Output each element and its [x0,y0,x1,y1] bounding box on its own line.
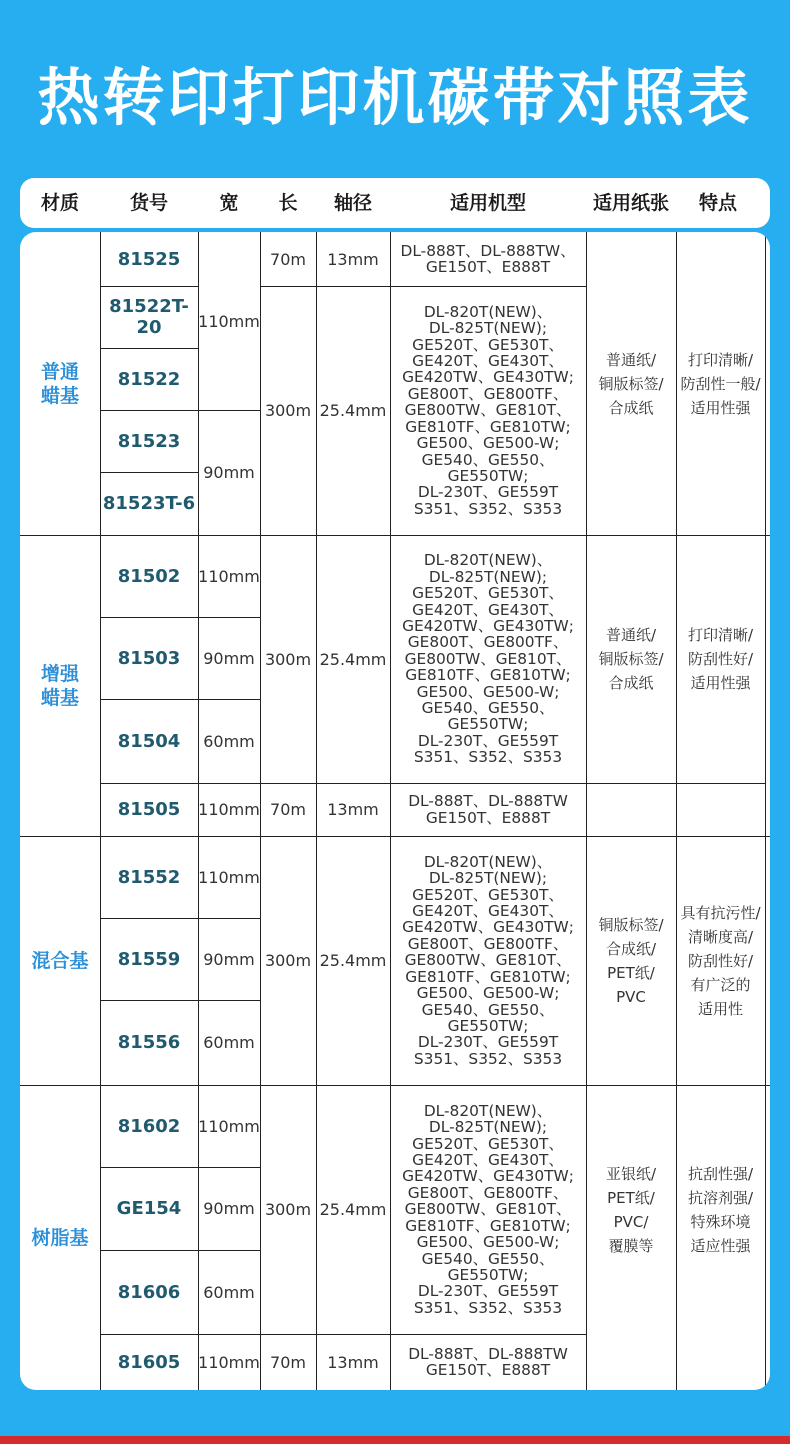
feature-value: 具有抗污性/ 清晰度高/ 防刮性好/ 有广泛的 适用性 [680,903,761,1018]
grid-line [316,232,317,1390]
material-label: 混合基 [31,949,89,972]
product-code: 81523 [117,430,181,452]
product-code: 81602 [117,1115,181,1137]
width-value: 60mm [203,731,255,751]
header-code: 货号 [129,192,168,214]
product-code: 81606 [117,1281,181,1303]
product-code: 81502 [117,565,181,587]
product-code: 81552 [117,866,181,888]
length-value: 300m [264,649,312,669]
grid-line [260,1334,586,1335]
feature-value: 打印清晰/ 防刮性一般/ 适用性强 [680,350,761,417]
header-models: 适用机型 [449,192,526,214]
grid-line [20,535,770,536]
width-value: 110mm [198,1116,260,1136]
header-feature: 特点 [698,192,737,214]
length-value: 300m [264,401,312,420]
width-value: 60mm [203,1282,255,1302]
grid-line [390,232,391,1390]
length-value: 70m [270,1352,306,1372]
length-value: 70m [270,800,306,819]
header-material: 材质 [40,192,79,214]
grid-line [765,232,766,1390]
grid-line [198,410,260,411]
grid-line [100,1334,260,1335]
width-value: 110mm [198,867,260,887]
bottom-stripe [0,1436,790,1444]
material-label: 增强 蜡基 [40,662,79,709]
models-value: DL-820T(NEW)、 DL-825T(NEW); GE520T、GE530T、 GE420T、GE430T、 GE420TW、GE430TW; GE800T、GE800TF、 GE800TW、GE810T、 GE810TF、GE810TW; GE500、GE500-W; GE540、GE550、 GE550TW; DL-230T、GE559T S351、S352、S353 [402,551,574,767]
width-value: 90mm [203,648,255,668]
grid-line [100,232,101,1390]
length-value: 70m [270,249,306,269]
models-value: DL-888T、DL-888TW GE150T、E888T [408,1344,568,1379]
grid-line [100,617,260,618]
grid-line [100,1250,260,1251]
header-length: 长 [278,192,298,214]
models-value: DL-888T、DL-888TW、 GE150T、E888T [400,241,576,276]
product-code: 81556 [117,1032,181,1053]
width-value: 110mm [198,311,260,331]
diameter-value: 25.4mm [319,401,387,420]
header-paper: 适用纸张 [592,192,669,214]
grid-line [586,232,587,1390]
length-value: 300m [264,951,312,970]
product-code: 81503 [117,647,181,669]
grid-line [20,836,770,837]
diameter-value: 13mm [327,1352,379,1372]
paper-value: 铜版标签/ 合成纸/ PET纸/ PVC [598,915,664,1006]
width-value: 110mm [198,566,260,586]
grid-line [260,232,261,1390]
product-code: 81525 [117,248,181,270]
product-code: 81504 [117,730,181,752]
material-label: 普通 蜡基 [40,360,79,407]
feature-value: 打印清晰/ 防刮性好/ 适用性强 [687,626,754,692]
paper-value: 普通纸/ 铜版标签/ 合成纸 [598,350,664,417]
grid-line [100,783,260,784]
grid-line [20,1085,770,1086]
models-value: DL-888T、DL-888TW GE150T、E888T [408,792,568,827]
header-width: 宽 [219,192,239,214]
diameter-value: 25.4mm [319,951,387,970]
product-code: 81523T-6 [102,493,196,514]
diameter-value: 25.4mm [319,649,387,669]
grid-line [260,783,765,784]
width-value: 90mm [203,949,255,969]
width-value: 110mm [198,800,260,819]
width-value: 110mm [198,1352,260,1372]
feature-value: 抗刮性强/ 抗溶剂强/ 特殊环境 适应性强 [687,1164,754,1255]
diameter-value: 13mm [327,800,379,819]
grid-line [676,232,677,1390]
length-value: 300m [264,1200,312,1219]
header-diameter: 轴径 [333,192,372,214]
width-value: 60mm [203,1033,255,1052]
grid-line [100,1000,260,1001]
product-code: 81522T-20 [109,296,189,338]
grid-line [100,348,198,349]
grid-line [100,918,260,919]
product-code: 81505 [117,799,181,820]
width-value: 90mm [203,1199,255,1218]
grid-line [100,472,198,473]
diameter-value: 13mm [327,249,379,269]
grid-line [198,232,199,1390]
table-grid [20,232,770,1390]
paper-value: 普通纸/ 铜版标签/ 合成纸 [598,626,664,692]
models-value: DL-820T(NEW)、 DL-825T(NEW); GE520T、GE530T、 GE420T、GE430T、 GE420TW、GE430TW; GE800T、GE800TF、 GE800TW、GE810T、 GE810TF、GE810TW; GE500、GE500-W; GE540、GE550、 GE550TW; DL-230T、GE559T S351、S352、S353 [402,302,574,518]
grid-line [260,286,586,287]
diameter-value: 25.4mm [319,1200,387,1219]
grid-line [100,1167,260,1168]
models-value: DL-820T(NEW)、 DL-825T(NEW); GE520T、GE530T、 GE420T、GE430T、 GE420TW、GE430TW; GE800T、GE800TF、 GE800TW、GE810T、 GE810TF、GE810TW; GE500、GE500-W; GE540、GE550、 GE550TW; DL-230T、GE559T S351、S352、S353 [402,852,574,1068]
product-code: 81605 [117,1351,181,1373]
width-value: 90mm [203,463,255,482]
product-code: 81522 [117,368,181,390]
product-code: GE154 [116,1198,182,1219]
ribbon-table [20,232,770,1390]
paper-value: 亚银纸/ PET纸/ PVC/ 覆膜等 [605,1164,657,1255]
table-header [20,178,770,228]
material-label: 树脂基 [31,1226,89,1249]
grid-line [100,699,260,700]
page-title: 热转印打印机碳带对照表 [37,61,753,134]
models-value: DL-820T(NEW)、 DL-825T(NEW); GE520T、GE530T、 GE420T、GE430T、 GE420TW、GE430TW; GE800T、GE800TF、 GE800TW、GE810T、 GE810TF、GE810TW; GE500、GE500-W; GE540、GE550、 GE550TW; DL-230T、GE559T S351、S352、S353 [402,1101,574,1317]
grid-line [100,410,198,411]
grid-line [100,286,198,287]
product-code: 81559 [117,948,181,970]
